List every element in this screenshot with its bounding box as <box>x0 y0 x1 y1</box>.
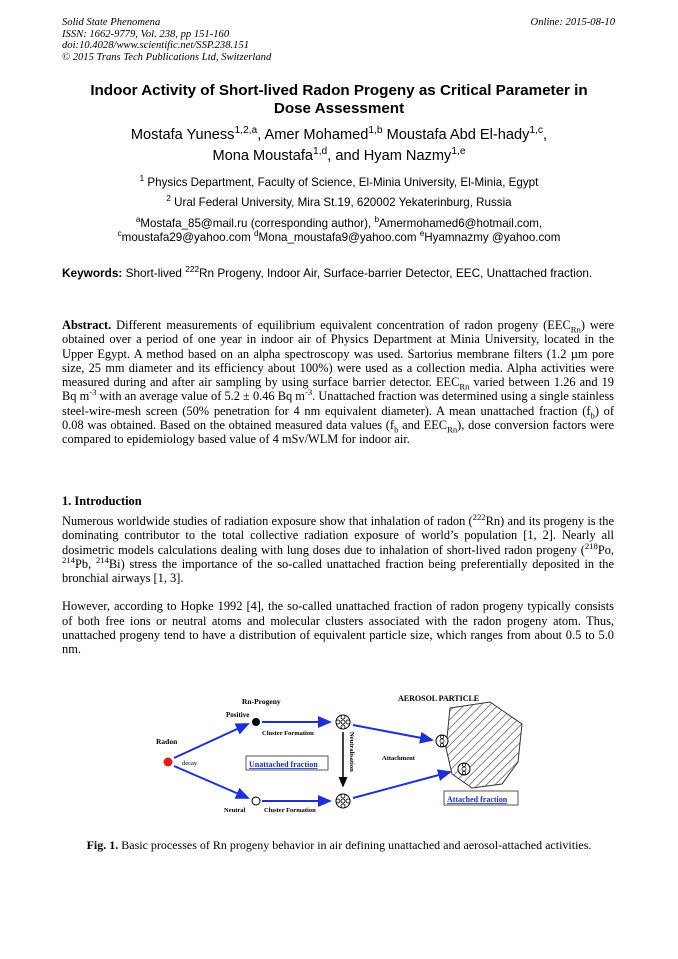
title-line-2: Dose Assessment <box>273 100 405 117</box>
rn-progeny-label: Rn-Progeny <box>242 697 281 706</box>
subscript: Rn <box>570 324 581 335</box>
separator: , <box>257 127 265 143</box>
affiliation-2: Ural Federal University, Mira St.19, 620002 Yekaterinburg, Russia <box>174 196 512 210</box>
email-c[interactable]: moustafa29@yahoo.com <box>121 231 254 245</box>
affiliation-1: Physics Department, Faculty of Science, El-Minia University, El-Minia, Egypt <box>147 176 539 189</box>
neutralisation-label: Neutralisation <box>348 732 355 772</box>
copyright: © 2015 Trans Tech Publications Ltd, Switzerland <box>62 51 272 63</box>
author-sup: 1,e <box>451 146 466 158</box>
abstract-text: ) were obtained over a period of one year in indoor air of Physics Department at Minia University, located in the Upper Egypt. A method based on an alpha spectroscopy was used. Sartorius membrane filters (1.2 µm pore size, 25 mm diameter and its efficiency about 100%) were used as a collection media. Alpha activities were measured during and after air sampling by using surface barrier detector. EEC <box>62 318 614 390</box>
neutral-label: Neutral <box>224 807 246 814</box>
title-line-1: Indoor Activity of Short-lived Radon Progeny as Critical Parameter in <box>90 82 588 99</box>
aerosol-particle-shape <box>446 702 522 788</box>
author-name: Hyam Nazmy <box>363 148 452 164</box>
author-name: Moustafa Abd El-hady <box>386 127 530 143</box>
paper-title <box>40 82 638 118</box>
attachment-arrow-top <box>353 725 432 740</box>
abstract-label: Abstract. <box>62 318 112 332</box>
introduction-body <box>62 511 614 657</box>
abstract-text: varied between 1.26 and 19 Bq m <box>62 375 614 404</box>
intro-paragraph-1: Numerous worldwide studies of radiation exposure show that inhalation of radon ($^{222}$Rn) and its progeny is the dominating contributor to the total collective radiation exposure of world’s population [1, 2]. Nearly all dosimetric models calculations dealing with lung doses due to inhalation of short-lived radon progeny ($^{218}$Po, $^{214}$Pb, $^{214}$Bi) stress the importance of the so-called unattached fraction being preferentially deposited in the bronchial airways [1, 3]. <box>62 511 614 586</box>
attached-cluster-bottom-icon <box>458 763 470 775</box>
email-sup: a <box>135 214 141 224</box>
abstract <box>62 318 614 447</box>
abstract-text: ) of 0.08 was obtained. Based on the obtained measured data values (f <box>62 403 615 433</box>
section-heading-introduction: 1. Introduction <box>62 494 142 508</box>
abstract-text: and EEC <box>398 418 448 433</box>
decay-arrow-positive <box>174 724 248 758</box>
cluster-formation-top-label: Cluster Formation <box>262 730 314 737</box>
subscript: Rn <box>447 424 458 435</box>
intro-paragraph-2: However, according to Hopke 1992 [4], the so-called unattached fraction of radon progeny typically consists of both free ions or neutral atoms and molecular clusters associated with the radon progeny atom. Thus, unattached progeny tend to have a distribution of equivalent particle size, which ranges from about 0.5 to 5.0 nm. <box>62 599 614 657</box>
subscript: b <box>590 410 595 421</box>
separator: , and <box>327 148 364 164</box>
author-name: Mostafa Yuness <box>130 127 235 143</box>
affiliation-sup: 1 <box>139 174 145 184</box>
email-d[interactable]: Mona_moustafa9@yahoo.com <box>258 231 420 245</box>
positive-ion-dot <box>252 718 260 726</box>
author-sup: 1,b <box>368 125 383 137</box>
abstract-text: . Unattached fraction was determined using a single stainless steel-wire-mesh screen (50% penetration for 4 nm equivalent diameter). A mean unattached fraction (f <box>62 389 614 418</box>
abstract-text: ), dose conversion factors were compared to epidemiology based value of 4 mSv/WLM for indoor air. <box>62 418 614 447</box>
keywords-text: Rn Progeny, Indoor Air, Surface-barrier Detector, EEC, Unattached fraction. <box>199 266 593 280</box>
positive-label: Positive <box>226 711 250 719</box>
doi: doi:10.4028/www.scientific.net/SSP.238.151 <box>62 40 250 52</box>
abstract-text: with an average value of 5.2 ± 0.46 Bq m <box>96 389 305 404</box>
affiliations <box>40 176 638 246</box>
attached-fraction-label: Attached fraction <box>447 795 508 804</box>
decay-label: decay <box>182 760 198 767</box>
aerosol-label: AEROSOL PARTICLE <box>398 694 480 703</box>
author-name: Mona Moustafa <box>212 148 314 164</box>
radon-label: Radon <box>156 737 178 746</box>
figure-1-caption <box>72 838 606 852</box>
email-sup: e <box>419 229 425 239</box>
author-sup: 1,2,a <box>234 125 258 137</box>
attached-cluster-top-icon <box>436 735 448 747</box>
journal-header <box>62 17 271 63</box>
email-sup: b <box>374 214 379 224</box>
cluster-formation-bottom-label: Cluster Formation <box>264 807 316 814</box>
journal-name: Solid State Phenomena <box>62 17 161 28</box>
superscript: -3 <box>89 387 97 398</box>
figure-1-diagram <box>150 688 530 818</box>
author-sup: 1,c <box>529 125 544 137</box>
keywords <box>62 266 614 280</box>
keywords-sup: 222 <box>185 265 200 275</box>
email-e[interactable]: Hyamnazmy @yahoo.com <box>424 231 561 245</box>
abstract-text: Different measurements of equilibrium equivalent concentration of radon progeny (EEC <box>111 318 571 332</box>
email-sup: d <box>253 229 259 239</box>
author-list: Mostafa Yuness$^{1,2,a}$, Amer Mohamed$^{1,b}$ Moustafa Abd El-hady$^{1,c}$, Mona Moustafa$^{1,d}$, and Hyam Nazmy$^{1,e}$ <box>130 125 548 164</box>
decay-arrow-neutral <box>174 766 248 798</box>
caption-label: Fig. 1. <box>86 838 119 852</box>
cluster-top-icon <box>336 715 350 729</box>
neutral-atom-dot <box>252 797 260 805</box>
affiliation-sup: 2 <box>166 194 171 204</box>
author-sup: 1,d <box>313 146 328 158</box>
superscript: -3 <box>304 387 313 398</box>
attachment-arrow-bottom <box>353 772 450 798</box>
email-b[interactable]: Amermohamed6@hotmail.com, <box>378 216 543 230</box>
cluster-bottom-icon <box>336 794 350 808</box>
caption-text: Basic processes of Rn progeny behavior in air defining unattached and aerosol-attached activities. <box>118 838 592 852</box>
online-date: Online: 2015-08-10 <box>530 17 615 28</box>
issn: ISSN: 1662-9779, Vol. 238, pp 151-160 <box>62 28 230 40</box>
unattached-fraction-label: Unattached fraction <box>249 760 318 769</box>
radon-atom-dot <box>164 758 173 767</box>
keywords-label: Keywords: <box>62 266 123 280</box>
subscript: b <box>394 424 399 435</box>
author-name: Amer Mohamed <box>264 127 369 143</box>
attachment-label: Attachment <box>382 755 415 762</box>
keywords-text: Short-lived <box>122 266 186 280</box>
email-a[interactable]: Mostafa_85@mail.ru (corresponding author), <box>140 216 375 230</box>
subscript: Rn <box>459 381 470 392</box>
email-sup: c <box>117 229 122 239</box>
